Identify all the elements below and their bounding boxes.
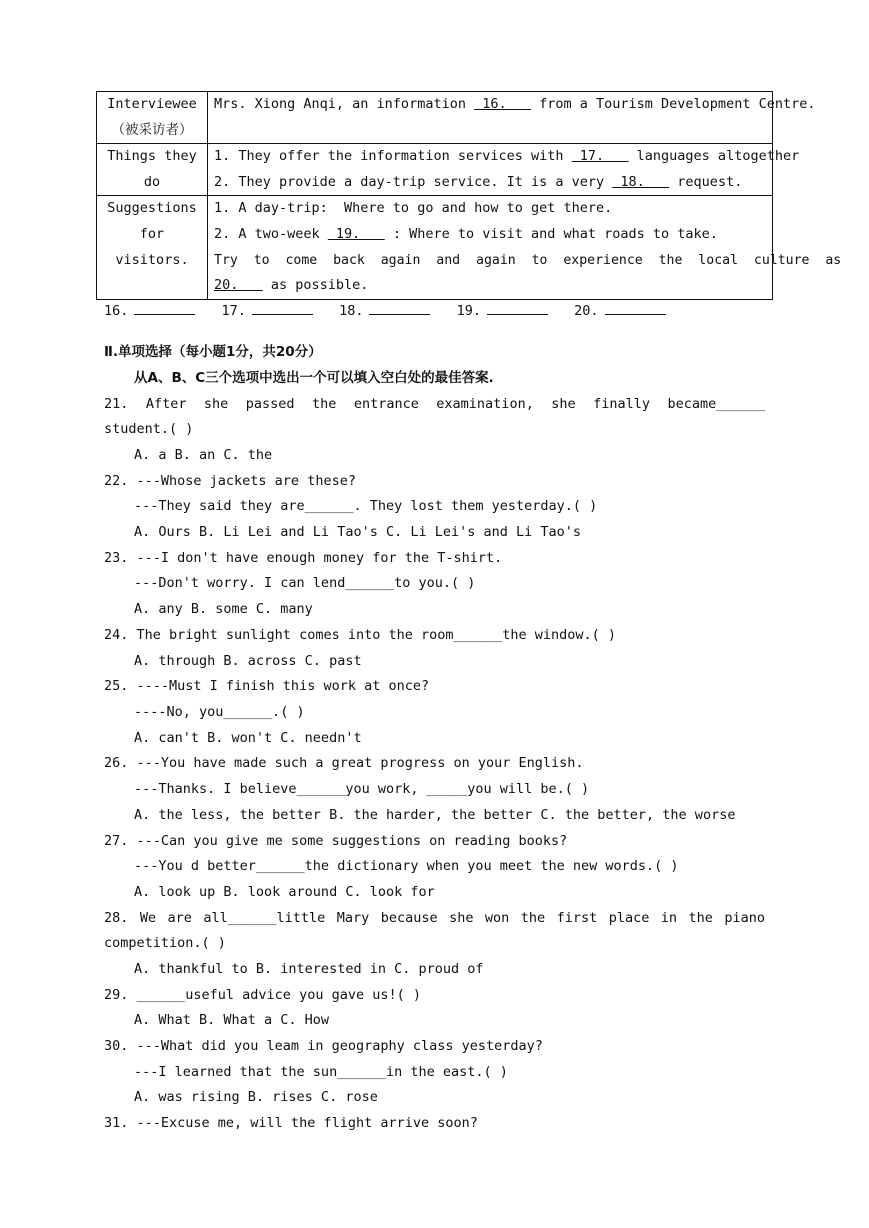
question-21-cont: student.( ) [104,421,194,437]
question-26-options: A. the less, the better B. the harder, the better C. the better, the worse [134,807,736,823]
content-line [214,92,816,118]
row-label [97,92,208,144]
content-line [214,170,766,196]
answer-line-16[interactable] [134,299,195,315]
row-label-line: Interviewee [107,96,197,112]
answer-line-19[interactable] [487,299,548,315]
content-line [214,248,842,274]
question-25-cont: ----No, you______.( ) [134,704,305,720]
question-22-cont: ---They said they are______. They lost them yesterday.( ) [134,498,598,514]
line-text: from a Tourism Development Centre. [531,96,816,112]
blank-16: 16. [474,96,531,112]
answer-line-17[interactable] [252,299,313,315]
question-29-options: A. What B. What a C. How [134,1012,330,1028]
row-label-line: Things they [107,148,197,165]
info-table [96,91,842,300]
question-26-cont: ---Thanks. I believe______you work, _____you will be.( ) [134,781,590,797]
answer-line-18[interactable] [369,299,430,315]
answer-number: 18. [339,303,364,319]
line-text: 1. They offer the information services with [214,148,572,165]
line-text: request. [669,173,743,190]
question-31: 31. ---Excuse me, will the flight arrive soon? [104,1115,478,1131]
section-title: Ⅱ.单项选择（每小题1分，共20分） [104,344,322,360]
table-row [97,144,773,196]
question-23-cont: ---Don't worry. I can lend______to you.( ) [134,575,476,591]
question-27: 27. ---Can you give me some suggestions on reading books? [104,833,568,849]
question-28-options: A. thankful to B. interested in C. proud of [134,961,484,977]
row-content [208,196,842,300]
question-22: 22. ---Whose jackets are these? [104,473,356,489]
blank-19: 19. [327,225,385,242]
blank-17: 17. [571,148,629,165]
question-25-options: A. can't B. won't C. needn't [134,730,362,746]
section-instruction: 从A、B、C三个选项中选出一个可以填入空白处的最佳答案. [134,370,494,386]
question-21: 21. After she passed the entrance examination, she finally became______ [104,396,765,412]
question-24: 24. The bright sunlight comes into the room______the window.( ) [104,627,617,643]
row-label [97,196,208,300]
answer-blanks-row [104,299,764,323]
question-30-cont: ---I learned that the sun______in the east.( ) [134,1064,508,1080]
row-content [208,92,816,144]
question-25: 25. ----Must I finish this work at once? [104,678,430,694]
question-22-options: A. Ours B. Li Lei and Li Tao's C. Li Lei's and Li Tao's [134,524,582,540]
line-text: : Where to visit and what roads to take. [384,225,718,242]
line-text: 2. A two-week [214,225,328,242]
answer-number: 17. [221,303,246,319]
content-line [214,273,766,299]
answer-number: 20. [574,303,599,319]
blank-20: 20. [214,277,263,294]
answer-line-20[interactable] [605,299,666,315]
answer-number: 16. [104,303,129,319]
line-text: 1. A day-trip: Where to go and how to get there. [214,200,613,217]
table-row [97,92,773,144]
question-26: 26. ---You have made such a great progress on your English. [104,755,584,771]
question-29: 29. ______useful advice you gave us!( ) [104,987,421,1003]
line-text: Mrs. Xiong Anqi, an information [214,96,475,112]
row-content [208,144,800,196]
content-line [214,144,800,170]
question-28-cont: competition.( ) [104,935,226,951]
question-30: 30. ---What did you leam in geography class yesterday? [104,1038,543,1054]
answer-number: 19. [456,303,481,319]
row-label-line: Suggestions [107,200,197,217]
content-line [214,222,766,248]
row-label-line: do [143,173,161,190]
question-27-options: A. look up B. look around C. look for [134,884,435,900]
row-label-line: for [139,225,165,242]
question-21-options: A. a B. an C. the [134,447,273,463]
question-30-options: A. was rising B. rises C. rose [134,1089,378,1105]
question-24-options: A. through B. across C. past [134,653,362,669]
blank-18: 18. [612,173,670,190]
line-text: Try to come back again and again to experience the local culture as [214,252,842,268]
line-text: as possible. [262,277,369,294]
line-text: languages altogether [628,148,800,165]
table-row [97,196,773,300]
content-line [214,196,766,222]
question-27-cont: ---You d better______the dictionary when you meet the new words.( ) [134,858,679,874]
row-label-line: visitors. [115,251,189,268]
row-label-line: （被采访者） [111,121,193,138]
question-28: 28. We are all______little Mary because she won the first place in the piano [104,910,765,926]
line-text: 2. They provide a day-trip service. It is a very [214,173,613,190]
row-label [97,144,208,196]
question-23: 23. ---I don't have enough money for the T-shirt. [104,550,503,566]
question-23-options: A. any B. some C. many [134,601,313,617]
